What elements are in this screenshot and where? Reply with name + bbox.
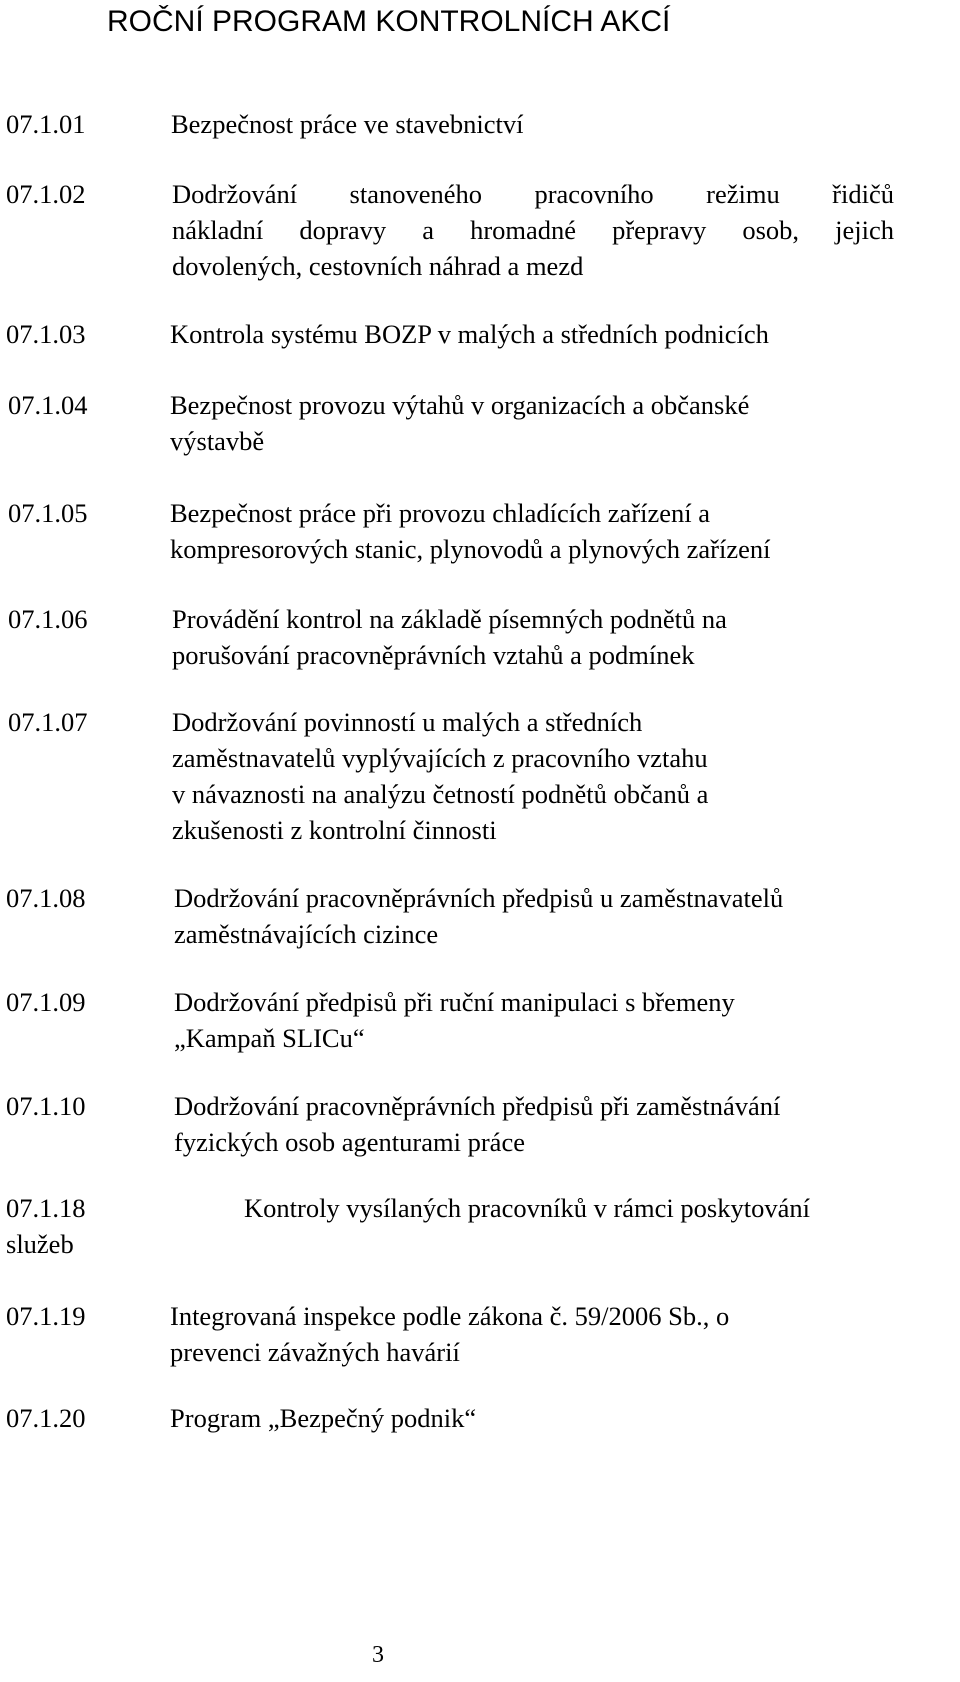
- entry-line: fyzických osob agenturami práce: [174, 1127, 525, 1157]
- entry-line: zaměstnávajících cizince: [174, 919, 439, 949]
- entry-code: 07.1.10: [6, 1091, 86, 1121]
- entry-text: [174, 1088, 894, 1160]
- entry-line: Integrovaná inspekce podle zákona č. 59/2006 Sb., o: [170, 1301, 730, 1331]
- page-number: 3: [372, 1642, 384, 1668]
- entry-line: dovolených, cestovních náhrad a mezd: [172, 251, 584, 281]
- entry-line: Bezpečnost provozu výtahů v organizacích a občanské: [170, 390, 750, 420]
- entry-line: Dodržování povinností u malých a středních: [172, 707, 643, 737]
- entry-line: „Kampaň SLICu“: [174, 1023, 365, 1053]
- entry-text: [174, 984, 894, 1056]
- entry-text: [172, 601, 892, 673]
- entry-line: Kontrola systému BOZP v malých a středních podnicích: [170, 319, 769, 349]
- entry-text: [170, 1298, 890, 1370]
- entry-text: [170, 1400, 890, 1436]
- entry-line: Bezpečnost práce při provozu chladících zařízení a: [170, 498, 711, 528]
- entry-code: 07.1.05: [8, 498, 88, 528]
- entry-line: kompresorových stanic, plynovodů a plynových zařízení: [170, 534, 771, 564]
- entry-line: v návaznosti na analýzu četností podnětů občanů a: [172, 779, 709, 809]
- entry-code: 07.1.06: [8, 604, 88, 634]
- entry-continuation: služeb: [6, 1229, 74, 1259]
- entry-line: Dodržování stanoveného pracovního režimu řidičů: [172, 179, 894, 209]
- entry-line: porušování pracovněprávních vztahů a podmínek: [172, 640, 695, 670]
- entry-text: [174, 880, 894, 952]
- entry-code: 07.1.07: [8, 707, 88, 737]
- entry-line: výstavbě: [170, 426, 265, 456]
- entry-text: [244, 1190, 894, 1226]
- entry-line: Dodržování předpisů při ruční manipulaci s břemeny: [174, 987, 735, 1017]
- entry-code: 07.1.09: [6, 987, 86, 1017]
- entry-line: Provádění kontrol na základě písemných podnětů na: [172, 604, 727, 634]
- entry-text: [170, 387, 890, 459]
- entry-code: 07.1.19: [6, 1301, 86, 1331]
- entry-line: Program „Bezpečný podnik“: [170, 1403, 477, 1433]
- entry-text: [170, 495, 890, 567]
- entry-text: [172, 176, 894, 284]
- entry-line: prevenci závažných havárií: [170, 1337, 460, 1367]
- document-title: ROČNÍ PROGRAM KONTROLNÍCH AKCÍ: [107, 5, 671, 38]
- entry-line: Dodržování pracovněprávních předpisů u zaměstnavatelů: [174, 883, 784, 913]
- entry-code: 07.1.02: [6, 179, 86, 209]
- entry-line: Kontroly vysílaných pracovníků v rámci poskytování: [244, 1193, 810, 1223]
- entry-line: nákladní dopravy a hromadné přepravy osob, jejich: [172, 215, 894, 245]
- entry-code: 07.1.04: [8, 390, 88, 420]
- entry-line: Dodržování pracovněprávních předpisů při zaměstnávání: [174, 1091, 781, 1121]
- entry-line: zaměstnavatelů vyplývajících z pracovního vztahu: [172, 743, 708, 773]
- entry-line: zkušenosti z kontrolní činnosti: [172, 815, 497, 845]
- entry-code: 07.1.20: [6, 1403, 86, 1433]
- entry-text: [170, 316, 890, 352]
- entry-code: 07.1.08: [6, 883, 86, 913]
- entry-text: [172, 704, 892, 848]
- entry-line: Bezpečnost práce ve stavebnictví: [171, 109, 524, 139]
- entry-code: 07.1.03: [6, 319, 86, 349]
- entry-code: 07.1.01: [6, 109, 86, 139]
- entry-text: [171, 106, 891, 142]
- entry-code: 07.1.18: [6, 1193, 86, 1223]
